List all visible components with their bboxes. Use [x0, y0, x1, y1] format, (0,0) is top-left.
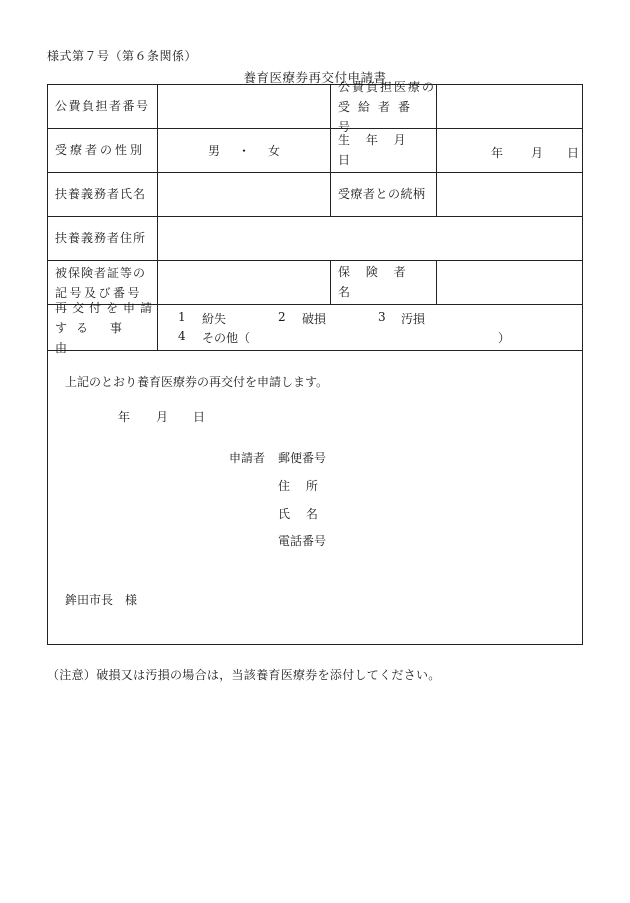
- input-relationship[interactable]: [437, 173, 582, 217]
- sex-male[interactable]: 男: [207, 144, 220, 158]
- label-guardian-address: [48, 217, 158, 261]
- reason-option-soiled[interactable]: 汚損: [401, 312, 426, 326]
- application-statement: 上記のとおり養育医療券の再交付を申請します。: [65, 375, 329, 389]
- applicant-phone-label: 電話番号: [278, 534, 327, 548]
- reissue-reason-options[interactable]: [158, 305, 582, 351]
- birth-year-unit: 年: [491, 146, 504, 160]
- form-title: 養育医療券再交付申請書: [243, 70, 387, 85]
- footer-note: （注意）破損又は汚損の場合は，当該養育医療券を添付してください。: [47, 668, 441, 682]
- birth-month-unit: 月: [531, 146, 544, 160]
- label-text: 生 年 月 日: [338, 133, 412, 167]
- label-text: 保 険 者 名: [338, 265, 412, 299]
- label-line: 記号及び番号: [55, 285, 143, 300]
- form-number: 様式第７号（第６条関係）: [47, 49, 198, 63]
- input-guardian-address[interactable]: [158, 217, 582, 261]
- label-insurer-name: [331, 261, 437, 305]
- reason-option-damaged[interactable]: 破損: [302, 312, 327, 326]
- label-line: 受給者番号: [338, 99, 419, 134]
- label-guardian-name: [48, 173, 158, 217]
- birth-day-unit: 日: [567, 146, 580, 160]
- label-text: 受療者の性別: [55, 142, 146, 157]
- input-birth-date[interactable]: [437, 129, 582, 173]
- input-insurer-name[interactable]: [437, 261, 582, 305]
- label-line: 再交付を申請: [55, 300, 158, 315]
- reason-option-1-number: 1: [178, 310, 186, 324]
- label-public-payer-number: [48, 85, 158, 129]
- applicant-address-label: 住 所: [278, 479, 318, 493]
- input-recipient-number[interactable]: [437, 85, 582, 129]
- label-text: 扶養義務者住所: [55, 230, 147, 245]
- reason-other-close-paren: ）: [498, 331, 511, 345]
- label-line: する 事 由: [55, 320, 131, 355]
- input-public-payer-number[interactable]: [158, 85, 331, 129]
- reason-option-3-number: 3: [378, 310, 386, 324]
- date-day-unit: 日: [193, 410, 206, 424]
- reason-option-other[interactable]: その他（: [202, 331, 251, 345]
- sex-selector[interactable]: [158, 129, 331, 173]
- label-line: 公費負担医療の: [338, 79, 437, 94]
- applicant-postal-code-label: 郵便番号: [278, 451, 327, 465]
- reason-option-2-number: 2: [278, 310, 286, 324]
- input-guardian-name[interactable]: [158, 173, 331, 217]
- date-year-unit: 年: [118, 410, 131, 424]
- applicant-label: 申請者: [229, 451, 266, 465]
- label-text: 公費負担者番号: [55, 98, 150, 113]
- label-patient-sex: [48, 129, 158, 173]
- label-line: 被保険者証等の: [55, 265, 147, 280]
- reason-option-4-number: 4: [178, 329, 186, 343]
- label-reissue-reason: [48, 300, 158, 355]
- label-birth-date: [331, 129, 437, 173]
- application-form: [47, 79, 583, 645]
- date-month-unit: 月: [156, 410, 169, 424]
- applicant-name-label: 氏 名: [278, 507, 318, 521]
- reason-option-lost[interactable]: 紛失: [202, 312, 227, 326]
- label-text: 扶養義務者氏名: [55, 186, 147, 201]
- label-relationship: [331, 173, 437, 217]
- input-insurance-card[interactable]: [158, 261, 331, 305]
- addressee: 鉾田市長 様: [65, 593, 138, 607]
- sex-separator: ・: [237, 144, 250, 158]
- sex-female[interactable]: 女: [268, 144, 281, 158]
- label-recipient-number: [331, 79, 437, 134]
- label-text: 受療者との続柄: [338, 186, 426, 201]
